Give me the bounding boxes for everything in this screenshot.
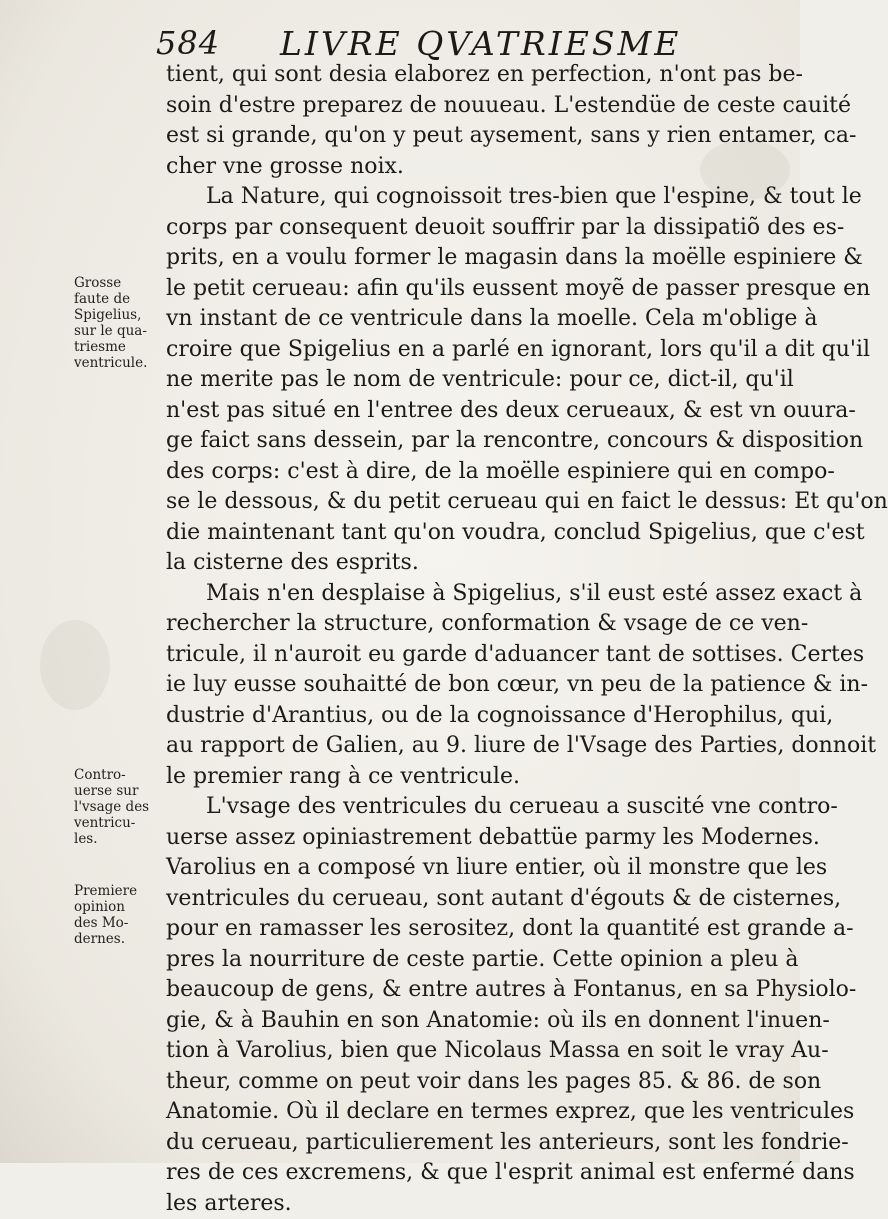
text-line: ne merite pas le nom de ventricule: pour ce, dict-il, qu'il [166,365,776,396]
margin-note-line: ventricule. [74,355,166,371]
text-line: ie luy eusse souhaitté de bon cœur, vn peu de la patience & in- [166,670,776,701]
margin-note-line: ventricu- [74,815,166,831]
text-line: ventricules du cerueau, sont autant d'égouts & de cisternes, [166,884,776,915]
text-line: des corps: c'est à dire, de la moëlle espiniere qui en compo- [166,457,776,488]
text-line: die maintenant tant qu'on voudra, conclud Spigelius, que c'est [166,518,776,549]
margin-note-line: faute de [74,291,166,307]
margin-note-line: uerse sur [74,783,166,799]
text-line: L'vsage des ventricules du cerueau a suscité vne contro- [166,792,776,823]
text-line: tricule, il n'auroit eu garde d'aduancer tant de sottises. Certes [166,640,776,671]
margin-note-line: dernes. [74,931,166,947]
text-line: cher vne grosse noix. [166,152,776,183]
text-line: theur, comme on peut voir dans les pages 85. & 86. de son [166,1067,776,1098]
text-line: n'est pas situé en l'entree des deux cerueaux, & est vn ouura- [166,396,776,427]
text-line: tient, qui sont desia elaborez en perfection, n'ont pas be- [166,60,776,91]
text-line: gie, & à Bauhin en son Anatomie: où ils en donnent l'inuen- [166,1006,776,1037]
text-line: Mais n'en desplaise à Spigelius, s'il eust esté assez exact à [166,579,776,610]
page-number: 584 [156,24,220,62]
text-line: beaucoup de gens, & entre autres à Fontanus, en sa Physiolo- [166,975,776,1006]
text-line: La Nature, qui cognoissoit tres-bien que l'espine, & tout le [166,182,776,213]
text-line: le premier rang à ce ventricule. [166,762,776,793]
text-line: corps par consequent deuoit souffrir par la dissipatiõ des es- [166,213,776,244]
text-line: croire que Spigelius en a parlé en ignorant, lors qu'il a dit qu'il [166,335,776,366]
margin-note-line: sur le qua- [74,323,166,339]
margin-note-spigelius [74,275,166,371]
body-text [166,60,776,1219]
text-line: uerse assez opiniastrement debattüe parmy les Modernes. [166,823,776,854]
margin-note-line: des Mo- [74,915,166,931]
text-line: dustrie d'Arantius, ou de la cognoissance d'Herophilus, qui, [166,701,776,732]
text-line: prits, en a voulu former le magasin dans la moëlle espiniere & [166,243,776,274]
margin-note-controuerse [74,767,166,847]
margin-note-line: opinion [74,899,166,915]
page-stain [40,620,110,710]
text-line: rechercher la structure, conformation & vsage de ce ven- [166,609,776,640]
margin-note-line: Contro- [74,767,166,783]
text-line: tion à Varolius, bien que Nicolaus Massa en soit le vray Au- [166,1036,776,1067]
running-title: LIVRE QVATRIESME [280,24,681,63]
text-line: est si grande, qu'on y peut aysement, sans y rien entamer, ca- [166,121,776,152]
text-line: Anatomie. Où il declare en termes exprez, que les ventricules [166,1097,776,1128]
margin-note-line: Grosse [74,275,166,291]
margin-note-line: triesme [74,339,166,355]
text-line: les arteres. [166,1189,776,1219]
text-line: Varolius en a composé vn liure entier, où il monstre que les [166,853,776,884]
text-line: pres la nourriture de ceste partie. Cette opinion a pleu à [166,945,776,976]
margin-note-line: Spigelius, [74,307,166,323]
page-header [156,18,716,64]
text-line: la cisterne des esprits. [166,548,776,579]
margin-note-line: Premiere [74,883,166,899]
text-line: se le dessous, & du petit cerueau qui en faict le dessus: Et qu'on [166,487,776,518]
text-line: au rapport de Galien, au 9. liure de l'Vsage des Parties, donnoit [166,731,776,762]
text-line: soin d'estre preparez de nouueau. L'estendüe de ceste cauité [166,91,776,122]
text-line: du cerueau, particulierement les anterieurs, sont les fondrie- [166,1128,776,1159]
text-line: ge faict sans dessein, par la rencontre, concours & disposition [166,426,776,457]
margin-note-line: les. [74,831,166,847]
text-line: pour en ramasser les serositez, dont la quantité est grande a- [166,914,776,945]
margin-note-premiere-opinion [74,883,166,947]
text-line: res de ces excremens, & que l'esprit animal est enfermé dans [166,1158,776,1189]
text-line: vn instant de ce ventricule dans la moelle. Cela m'oblige à [166,304,776,335]
text-line: le petit cerueau: afin qu'ils eussent moyẽ de passer presque en [166,274,776,305]
margin-note-line: l'vsage des [74,799,166,815]
